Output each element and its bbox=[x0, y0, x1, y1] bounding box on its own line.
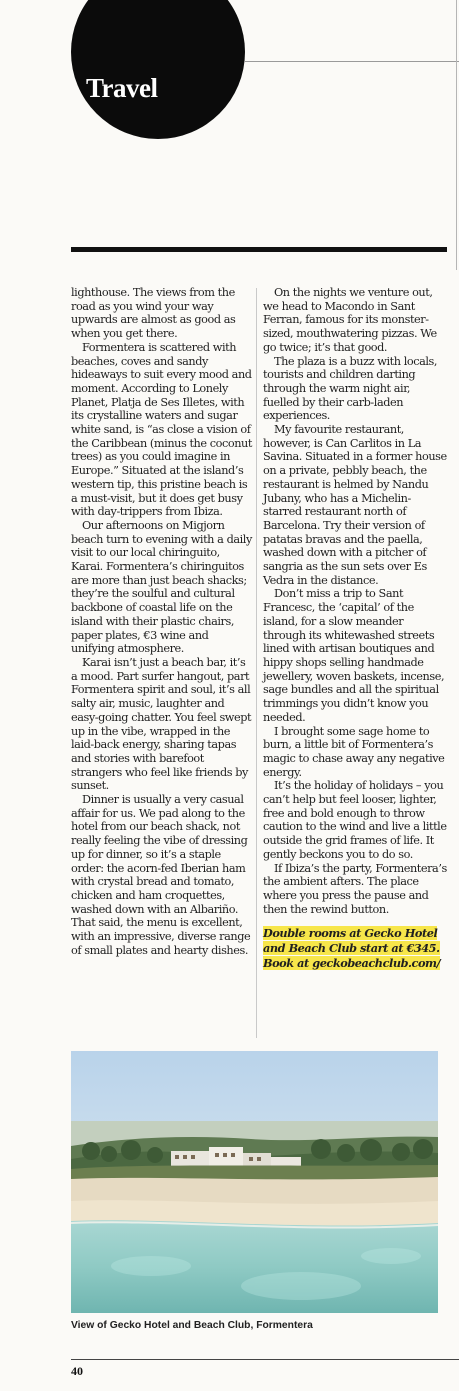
paragraph: The plaza is a buzz with locals, tourists and children darting through the warm night air, fuelled by their carb-laden experiences. bbox=[263, 354, 438, 423]
hotel-beach-photo bbox=[71, 1051, 438, 1313]
booking-info-box bbox=[263, 926, 448, 970]
paragraph: On the nights we venture out, we head to Macondo in Sant Ferran, famous for its monster-sized, mouthwatering pizzas. We go twice; it’s that good. bbox=[263, 286, 437, 354]
photo-caption: View of Gecko Hotel and Beach Club, Formentera bbox=[71, 1320, 313, 1331]
paragraph: Formentera is scattered with beaches, coves and sandy hideaways to suit every mood and moment. According to Lonely Planet, Platja de Ses Illetes, with its crystalline waters and sugar white sand, is “as close a vision of the Caribbean (minus the coconut trees) as you could imagine in Europe.” Situated at the island’s western tip, this pristine beach is a must-visit, but it does get busy with day-trippers from Ibiza. bbox=[71, 340, 252, 519]
header-divider bbox=[71, 247, 447, 252]
page-number: 40 bbox=[71, 1364, 83, 1378]
paragraph: My favourite restaurant, however, is Can Carlitos in La Savina. Situated in a former house on a private, pebbly beach, the restaurant is helmed by Nandu Jubany, who has a Michelin-starred restaurant north of Barcelona. Try their version of patatas bravas and the paella, washed down with a pitcher of sangria as the sun sets over Es Vedra in the distance. bbox=[263, 423, 447, 587]
paragraph: If Ibiza’s the party, Formentera’s the ambient afters. The place where you press the pause and then the rewind button. bbox=[263, 861, 447, 916]
paragraph: I brought some sage home to burn, a little bit of Formentera’s magic to chase away any negative energy. bbox=[263, 724, 445, 779]
paragraph: Our afternoons on Migjorn beach turn to evening with a daily visit to our local chiringuito, Karai. Formentera’s chiringuitos are more than just beach shacks; they’re the soulful and cultural backbone of coastal life on the island with their plastic chairs, paper plates, €3 wine and unifying atmosphere. bbox=[71, 518, 252, 656]
section-label: Travel bbox=[86, 73, 158, 103]
section-badge bbox=[71, 0, 245, 139]
article-column-right bbox=[263, 286, 448, 970]
paragraph: lighthouse. The views from the road as you wind your way upwards are almost as good as when you get there. bbox=[71, 286, 236, 341]
top-rule bbox=[245, 61, 459, 62]
paragraph: Don’t miss a trip to Sant Francesc, the ‘capital’ of the island, for a slow meander through its whitewashed streets lined with artisan boutiques and hippy shops selling handmade jewellery, woven baskets, incense, sage bundles and all the spiritual trimmings you didn’t know you needed. bbox=[263, 587, 445, 724]
booking-info-text: Double rooms at Gecko Hotel and Beach Club start at €345. Book at geckobeachclub.com/ bbox=[263, 926, 441, 970]
paragraph: Karai isn’t just a beach bar, it’s a mood. Part surfer hangout, part Formentera spirit and soul, it’s all salty air, music, laughter and easy-going chatter. You feel swept up in the vibe, wrapped in the laid-back energy, sharing tapas and stories with barefoot strangers who feel like friends by sunset. bbox=[71, 655, 252, 793]
paragraph: It’s the holiday of holidays – you can’t help but feel looser, lighter, free and bold enough to throw caution to the wind and live a little outside the grid frames of life. It gently beckons you to do so. bbox=[263, 779, 447, 861]
page-edge-rule bbox=[456, 0, 457, 270]
article-column-left bbox=[71, 286, 252, 957]
column-divider bbox=[256, 288, 257, 1038]
paragraph: Dinner is usually a very casual affair for us. We pad along to the hotel from our beach shack, not really feeling the vibe of dressing up for dinner, so it’s a staple order: the acorn-fed Iberian ham with crystal bread and tomato, chicken and ham croquettes, washed down with an Albariño. That said, the menu is excellent, with an impressive, diverse range of small plates and hearty dishes. bbox=[71, 793, 251, 957]
footer-rule bbox=[71, 1359, 459, 1360]
beach-illustration bbox=[71, 1051, 438, 1313]
